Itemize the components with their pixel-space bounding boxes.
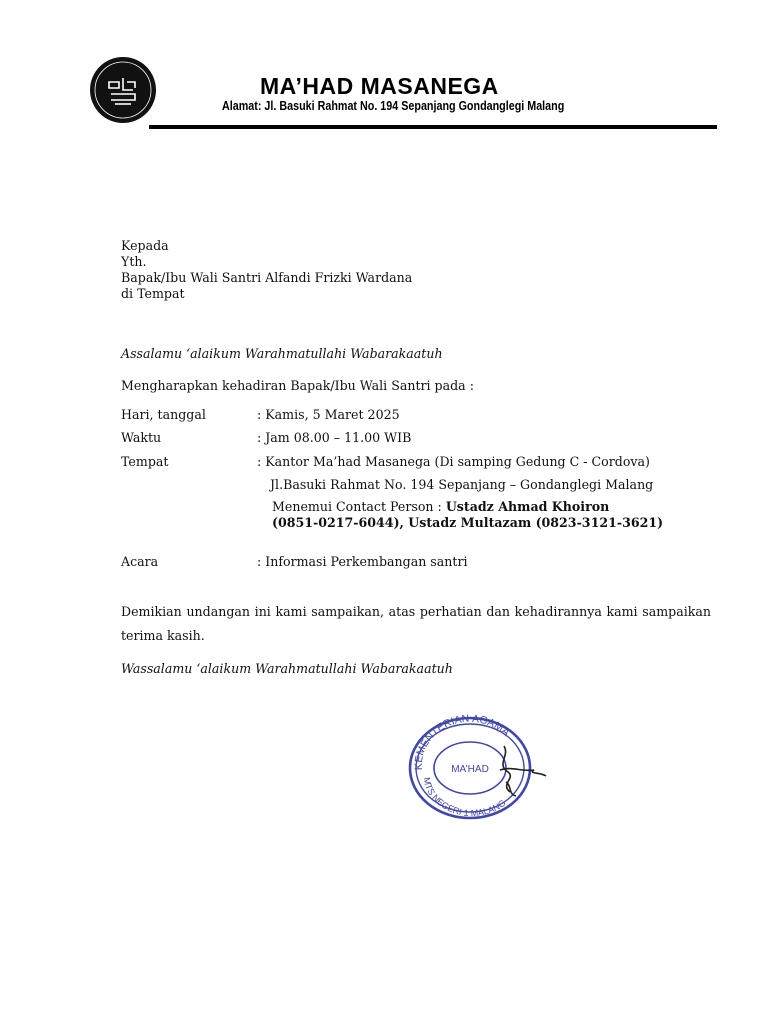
svg-text:KEMENTERIAN AGAMA xyxy=(413,713,512,770)
org-name: MA’HAD MASANEGA xyxy=(260,73,499,99)
date-value: : Kamis, 5 Maret 2025 xyxy=(257,407,400,422)
contact-prefix: Menemui Contact Person : xyxy=(272,499,446,514)
recipient-line-1: Kepada xyxy=(121,238,169,253)
recipient-line-4: di Tempat xyxy=(121,286,185,301)
org-address: Alamat: Jl. Basuki Rahmat No. 194 Sepanjang Gondanglegi Malang xyxy=(222,99,565,113)
contact-line xyxy=(272,499,609,515)
recipient-line-3: Bapak/Ibu Wali Santri Alfandi Frizki Wardana xyxy=(121,270,413,285)
place-value: : Kantor Ma’had Masanega (Di samping Gedung C - Cordova) xyxy=(257,454,650,469)
event-value: : Informasi Perkembangan santri xyxy=(257,554,468,569)
place-address: Jl.Basuki Rahmat No. 194 Sepanjang – Gondanglegi Malang xyxy=(270,477,654,492)
stamp-top-text: KEMENTERIAN AGAMA xyxy=(412,712,512,771)
official-stamp xyxy=(400,712,550,820)
contact-name: Ustadz Ahmad Khoiron xyxy=(445,499,610,514)
opening-greeting: Assalamu ‘alaikum Warahmatullahi Wabarakaatuh xyxy=(121,346,443,361)
stamp-center-text: MA’HAD xyxy=(451,764,489,775)
date-label: Hari, tanggal xyxy=(121,407,206,422)
letterhead-divider xyxy=(149,125,717,129)
recipient-line-2: Yth. xyxy=(121,254,147,269)
signature-mark xyxy=(500,746,546,796)
contact-numbers: (0851-0217-6044), Ustadz Multazam (0823-3121-3621) xyxy=(272,515,664,530)
time-value: : Jam 08.00 – 11.00 WIB xyxy=(257,430,412,445)
closing-paragraph: Demikian undangan ini kami sampaikan, atas perhatian dan kehadirannya kami sampaikan terima kasih. xyxy=(121,604,711,643)
event-label: Acara xyxy=(121,554,159,569)
intro-text: Mengharapkan kehadiran Bapak/Ibu Wali Santri pada : xyxy=(121,378,474,393)
svg-text:MTS NEGERI 1 MALANG xyxy=(422,777,508,819)
institution-logo xyxy=(89,56,157,124)
stamp-bottom-text: MTS NEGERI 1 MALANG xyxy=(421,776,508,819)
place-label: Tempat xyxy=(121,454,169,469)
time-label: Waktu xyxy=(121,430,162,445)
closing-greeting: Wassalamu ‘alaikum Warahmatullahi Wabarakaatuh xyxy=(121,661,453,676)
